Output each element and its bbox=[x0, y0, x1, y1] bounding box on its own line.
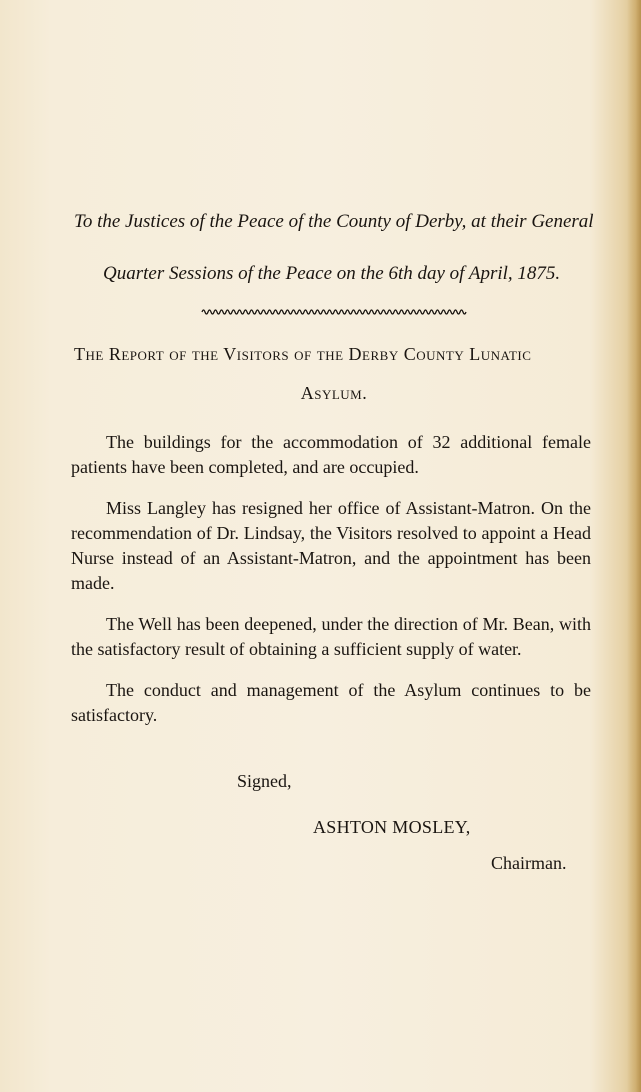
page-edge-shading bbox=[627, 0, 641, 1092]
paragraph-conduct: The conduct and management of the Asylum continues to be satisfactory. bbox=[71, 680, 591, 725]
signed-label: Signed, bbox=[237, 771, 292, 791]
signatory-name: ASHTON MOSLEY, bbox=[313, 817, 471, 837]
wavy-divider bbox=[200, 306, 470, 318]
paragraph-well: The Well has been deepened, under the direction of Mr. Bean, with the satisfactory result of obtaining a sufficient supply of water. bbox=[71, 614, 591, 659]
address-header bbox=[74, 196, 594, 300]
report-body bbox=[71, 430, 591, 744]
address-line-1: To the Justices of the Peace of the County of Derby, at their General bbox=[74, 211, 594, 232]
paragraph-staff: Miss Langley has resigned her office of Assistant-Matron. On the recommendation of Dr. Lindsay, the Visitors resolved to appoint a Head Nurse instead of an Assistant-Matron, and the appointment has been made. bbox=[71, 498, 591, 593]
signatory-role: Chairman. bbox=[491, 853, 567, 873]
paragraph-buildings: The buildings for the accommodation of 32 additional female patients have been completed, and are occupied. bbox=[71, 432, 591, 477]
report-title-line-2: Asylum. bbox=[300, 383, 368, 403]
report-title bbox=[74, 344, 594, 404]
address-line-2: Quarter Sessions of the Peace on the 6th day of April, 1875. bbox=[103, 263, 561, 284]
report-title-line-1: The Report of the Visitors of the Derby County Lunatic bbox=[74, 344, 532, 364]
